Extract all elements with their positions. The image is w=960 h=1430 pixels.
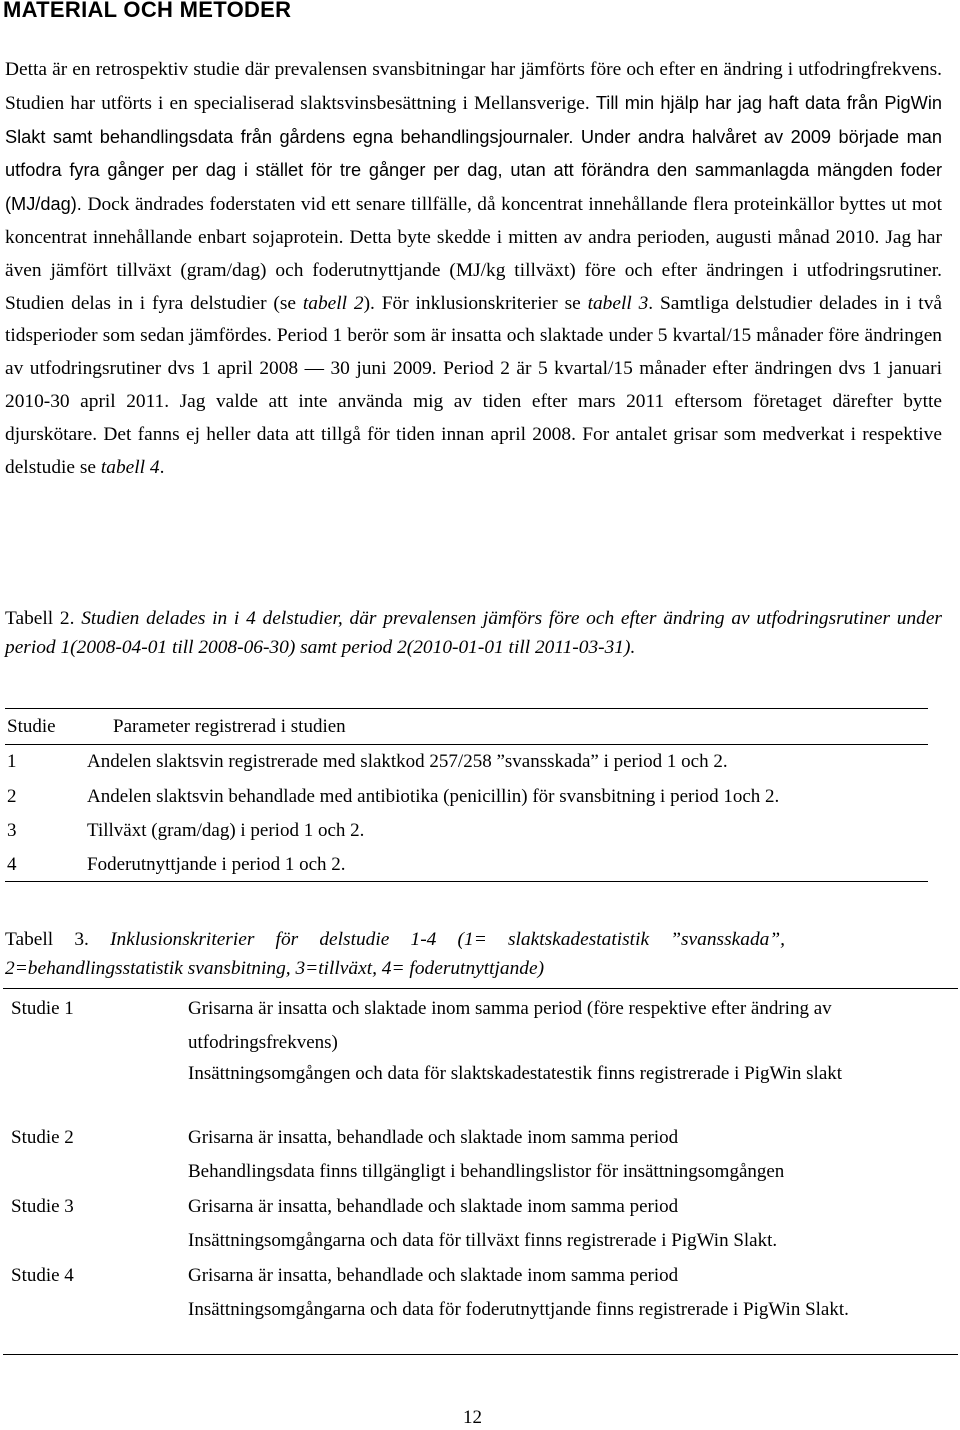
table3-criterion: Grisarna är insatta, behandlade och slaktade inom samma period [188,1196,679,1217]
section-heading: MATERIAL OCH METODER [3,0,292,22]
table3-criteria [188,992,928,1087]
table2-parameter: Foderutnyttjande i period 1 och 2. [87,854,346,875]
table3-caption [5,925,785,983]
table3-criterion: Insättningsomgångarna och data för foderutnyttjande finns registrerade i PigWin Slakt. [188,1299,849,1320]
paragraph-sentence: Dock ändrades foderstaten vid ett senare tillfälle, då koncentrat innehållande flera proteinkällor byttes ut mot koncentrat innehållande enbart sojaprotein. Detta byte skedde i mitten av andra perioden, augusti månad 2010. Jag har även jämfört tillväxt (gram/dag) och foderutnyttjande (MJ/kg tillväxt) före och efter ändringen i utfodringsrutiner. Studien delas in i fyra delstudier (se [5,194,942,314]
table2-header-study: Studie [7,716,56,737]
table2-parameter: Andelen slaktsvin behandlade med antibiotika (penicillin) för svansbitning i period 1och 2. [87,786,780,807]
table3-criterion: Grisarna är insatta och slaktade inom samma period (före respektive efter ändring av utfodringsfrekvens) [188,998,832,1053]
table3-study-name: Studie 1 [11,998,74,1019]
table3-criteria [188,1121,928,1189]
table3-criterion: Grisarna är insatta, behandlade och slaktade inom samma period [188,1127,679,1148]
table2-parameter: Tillväxt (gram/dag) i period 1 och 2. [87,820,365,841]
table-rule [3,988,958,989]
paragraph-sentence: Detta är en retrospektiv studie där prevalensen svansbitningar har jämförts före och efter en ändring i utfodringfrekvens. Studien har utförts i en specialiserad slaktsvinsbesättning i Mellansverige. [5,59,942,114]
body-paragraph [5,54,942,484]
page-number: 12 [463,1407,482,1428]
table2-caption-text: Studien delades in i 4 delstudier, där prevalensen jämförs före och efter ändring av utfodringsrutiner under period 1(2008-04-01 till 2008-06-30) samt period 2(2010-01-01 till 2011-03-31). [5,608,942,658]
paragraph-sentence: Under andra halvåret av 2009 började man utfodra fyra gånger per dag i stället för tre gånger per dag, utan att förändra den sammanlagda mängden foder (MJ/dag). [5,126,942,215]
table-reference: tabell 3 [587,292,649,314]
table2-parameter: Andelen slaktsvin registrerade med slaktkod 257/258 ”svansskada” i period 1 och 2. [87,751,728,772]
table2-caption [5,604,942,662]
paragraph-sentence: . Samtliga delstudier delades in i två tidsperioder som sedan jämfördes. Period 1 berör som är insatta och slaktade under 5 kvartal/15 månader före ändringen av utfodringsrutiner dvs 1 april 2008 — 30 juni 2009. Period 2 är 5 kvartal/15 månader efter ändringen dvs 1 januari 2010-30 april 2011. Jag valde att inte använda mig av tiden efter mars 2011 eftersom företaget därefter bytte djurskötare. Det fanns ej heller data att tillgå för tiden innan april 2008. For antalet grisar som medverkat i respektive delstudie se [5,292,942,478]
table-rule [5,881,928,882]
table2-study-id: 1 [7,751,17,772]
table3-study-name: Studie 4 [11,1265,74,1286]
table-rule [5,744,928,745]
table3-study-name: Studie 3 [11,1196,74,1217]
table3-criterion: Behandlingsdata finns tillgängligt i behandlingslistor för insättningsomgången [188,1161,785,1182]
paragraph-sentence: . [159,456,165,478]
table3-criteria [188,1259,928,1323]
table3-criterion: Insättningsomgångarna och data för tillväxt finns registrerade i PigWin Slakt. [188,1230,778,1251]
table2-study-id: 3 [7,820,17,841]
table3-criterion: Insättningsomgången och data för slaktskadestatestik finns registrerade i PigWin slakt [188,1063,843,1084]
table-rule [5,708,928,709]
paragraph-sentence: Till min hjälp har jag haft data från PigWin Slakt samt behandlingsdata från gårdens egna behandlingsjournaler. [5,92,942,147]
table3-criterion: Grisarna är insatta, behandlade och slaktade inom samma period [188,1265,679,1286]
table-rule [3,1354,958,1355]
table2-study-id: 2 [7,786,17,807]
table3-study-name: Studie 2 [11,1127,74,1148]
table3-criteria [188,1190,928,1258]
table3-label: Tabell 3. [5,929,89,950]
paragraph-sentence: ). För inklusionskriterier se [363,292,588,314]
table-reference: tabell 4 [100,456,160,478]
table-reference: tabell 2 [302,292,364,314]
table2-header-parameter: Parameter registrerad i studien [113,716,346,737]
table2-label: Tabell 2. [5,608,75,629]
table3-caption-text: Inklusionskriterier för delstudie 1-4 (1= slaktskadestatistik ”svansskada”, 2=behandlingsstatistik svansbitning, 3=tillväxt, 4= foderutnyttjande) [5,929,785,979]
table2-study-id: 4 [7,854,17,875]
